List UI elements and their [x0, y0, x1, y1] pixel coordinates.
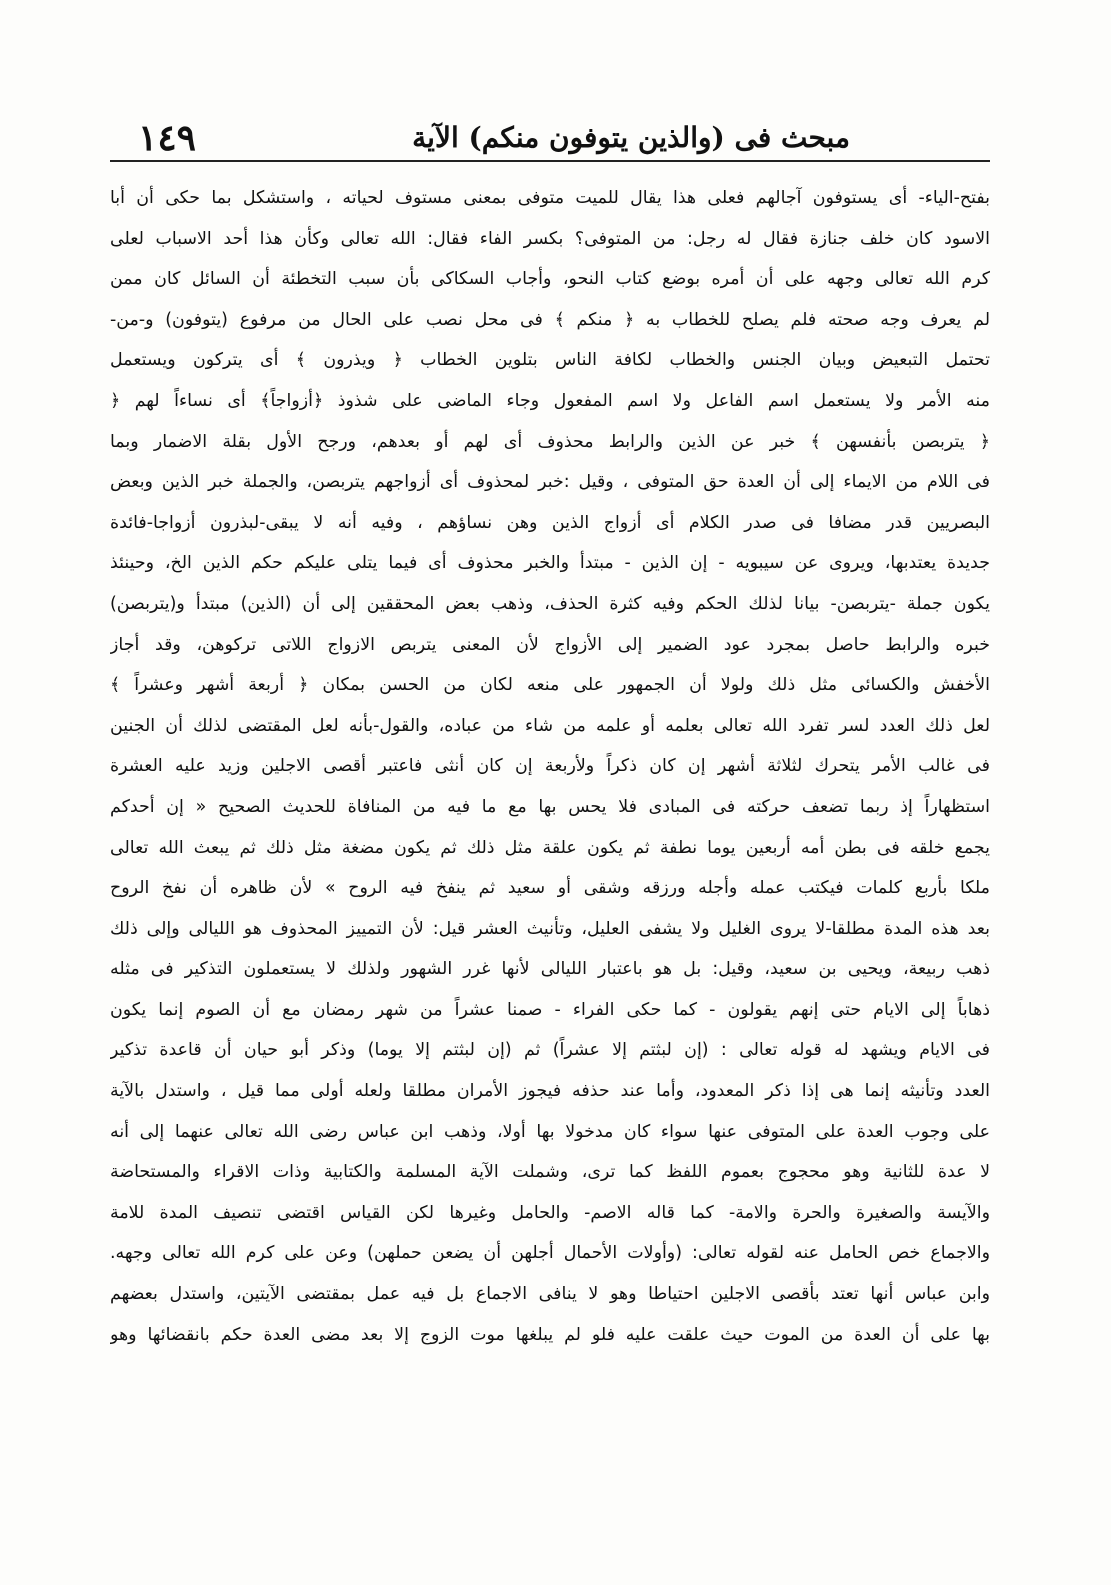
page-number: ١٤٩: [138, 117, 197, 159]
text-line: بعد هذه المدة مطلقا-لا يروى الغليل ولا يشفى العليل، وتأنيث العشر قيل: لأن التمييز المحذوف هو الليالى وإلى ذلك: [110, 918, 990, 939]
text-line: على وجوب العدة على المتوفى عنها سواء كان مدخولا بها أولا، وذهب ابن عباس رضى الله تعالى عنهما إلى أنه: [110, 1121, 990, 1142]
text-line: الاسود كان خلف جنازة فقال له رجل: من المتوفى؟ بكسر الفاء فقال: الله تعالى وكأن هذا أحد الاسباب لعلى: [110, 228, 990, 249]
text-line: خبره والرابط حاصل بمجرد عود الضمير إلى الأزواج لأن المعنى يتربص الازواج اللاتى تركوهن، وقد أجاز: [110, 634, 990, 655]
text-line: ذهب ربيعة، ويحيى بن سعيد، وقيل: بل هو باعتبار الليالى لأنها غرر الشهور ولذلك لا يستعملون التذكير فى مثله: [110, 959, 990, 980]
page-header: [130, 112, 990, 164]
text-line: فى الايام ويشهد له قوله تعالى : (إن لبثتم إلا عشراً) ثم (إن لبثتم إلا يوما) وذكر أبو حيان أن قاعدة تذكير: [110, 1040, 990, 1061]
text-line: وابن عباس أنها تعتد بأقصى الاجلين احتياطا وهو لا ينافى الاجماع بل فيه عمل بمقتضى الآيتين، واستدل بعضهم: [110, 1284, 990, 1305]
text-line: والاجماع خص الحامل عنه لقوله تعالى: (وأولات الأحمال أجلهن أن يضعن حملهن) وعن على كرم الله تعالى وجهه.: [110, 1243, 990, 1264]
text-line: يجمع خلقه فى بطن أمه أربعين يوما نطفة ثم يكون علقة مثل ذلك ثم يكون مضغة مثل ذلك ثم يبعث الله تعالى: [110, 837, 990, 858]
header-rule: [110, 160, 990, 162]
text-line: ملكا بأربع كلمات فيكتب عمله وأجله ورزقه وشقى أو سعيد ثم ينفخ فيه الروح » لأن ظاهره أن نفخ الروح: [110, 878, 990, 899]
text-line: تحتمل التبعيض وبيان الجنس والخطاب لكافة الناس بتلوين الخطاب ﴿ ويذرون ﴾ أى يتركون ويستعمل: [110, 350, 990, 371]
text-line: فى اللام من الايماء إلى أن العدة حق المتوفى ، وقيل :خبر لمحذوف أى أزواجهم يتربصن، والجملة خبر الذين وبعض: [110, 472, 990, 493]
text-line: يكون جملة -يتربصن- بيانا لذلك الحكم وفيه كثرة الحذف، وذهب بعض المحققين إلى أن (الذين) مبتدأ و(يتربصن): [110, 593, 990, 614]
text-line: فى غالب الأمر يتحرك لثلاثة أشهر إن كان ذكراً ولأربعة إن كان أنثى فاعتبر أقصى الاجلين وزيد عليه العشرة: [110, 756, 990, 777]
text-line: كرم الله تعالى وجهه على أن أمره بوضع كتاب النحو، وأجاب السكاكى بأن سبب التخطئة أن السائل كان ممن: [110, 269, 990, 290]
text-line: استظهاراً إذ ربما تضعف حركته فى المبادى فلا يحس بها مع ما فيه من المنافاة للحديث الصحيح « إن أحدكم: [110, 796, 990, 817]
text-line: بها على أن العدة من الموت حيث علقت عليه فلو لم يبلغها موت الزوج إلا بعد مضى العدة حكم بانقضائها وهو: [110, 1324, 990, 1345]
text-line: لعل ذلك العدد لسر تفرد الله تعالى بعلمه أو علمه من شاء من عباده، والقول-بأنه لعل المقتضى لذلك أن الجنين: [110, 715, 990, 736]
running-title: مبحث فى (والذين يتوفون منكم) الآية: [412, 121, 850, 154]
text-line: البصريين قدر مضافا فى صدر الكلام أى أزواج الذين وهن نساؤهم ، وفيه أنه لا يبقى-لبذرون أزواجا-فائدة: [110, 512, 990, 533]
text-line: لم يعرف وجه صحته فلم يصلح للخطاب به ﴿ منكم ﴾ فى محل نصب على الحال من مرفوع (يتوفون) و-من-: [110, 309, 990, 330]
text-line: ﴿ يتربصن بأنفسهن ﴾ خبر عن الذين والرابط محذوف أى لهم أو بعدهم، ورجح الأول بقلة الاضمار وبما: [110, 431, 990, 452]
text-line: الأخفش والكسائى مثل ذلك ولولا أن الجمهور على منعه لكان من الحسن بمكان ﴿ أربعة أشهر وعشراً ﴾: [110, 675, 990, 696]
text-line: والآيسة والصغيرة والحرة والامة- كما قاله الاصم- والحامل وغيرها لكن القياس اقتضى تنصيف المدة للامة: [110, 1202, 990, 1223]
text-line: منه الأمر ولا يستعمل اسم الفاعل ولا اسم المفعول وجاء الماضى على شذوذ ﴿أزواجاً﴾ أى نساءاً لهم ﴿: [110, 390, 990, 411]
text-line: ذهاباً إلى الايام حتى إنهم يقولون - كما حكى الفراء - صمنا عشراً من شهر رمضان مع أن الصوم إنما يكون: [110, 999, 990, 1020]
text-line: لا عدة للثانية وهو محجوج بعموم اللفظ كما ترى، وشملت الآية المسلمة والكتابية وذات الاقراء والمستحاضة: [110, 1162, 990, 1183]
body-text: [110, 178, 990, 1355]
text-line: جديدة يعتدبها، ويروى عن سيبويه - إن الذين - مبتدأ والخبر محذوف أى فيما يتلى عليكم حكم الذين الخ، وحينئذ: [110, 553, 990, 574]
text-line: العدد وتأنيثه إنما هى إذا ذكر المعدود، وأما عند حذفه فيجوز الأمران مطلقا ولعله أولى مما قيل ، واستدل بالآية: [110, 1081, 990, 1102]
text-line: بفتح-الياء- أى يستوفون آجالهم فعلى هذا يقال للميت متوفى بمعنى مستوف لحياته ، واستشكل بما حكى أن أبا: [110, 188, 990, 208]
